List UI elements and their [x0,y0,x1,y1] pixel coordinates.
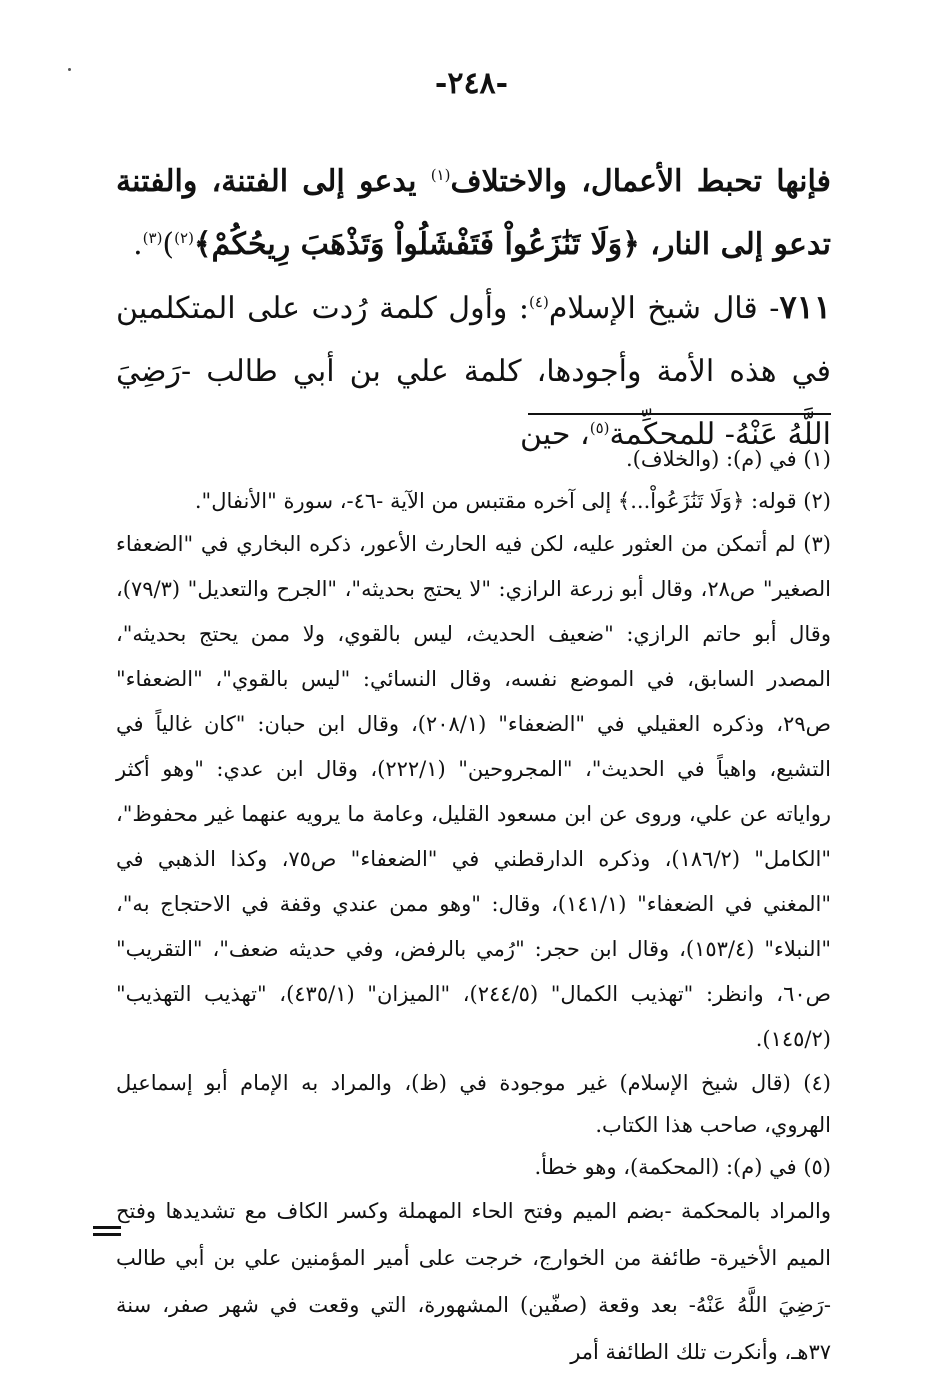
paragraph-lead: - قال شيخ الإسلام [548,291,780,326]
footnote-ref-2: (٢) [174,229,194,247]
footnote-separator [528,413,831,415]
footnote-5-continuation: والمراد بالمحكمة -بضم الميم وفتح الحاء المهملة وكسر الكاف مع تشديدها وفتح الميم الأخيرة- طائفة من الخوارج، خرجت على أمير المؤمنين علي بن أبي طالب -رَضِيَ اللَّهُ عَنْهُ- بعد وقعة (صفّين) المشهورة، التي وقعت في شهر صفر، سنة ٣٧هـ، وأنكرت تلك الطائفة أمر [116,1199,831,1364]
footnote-ref-1: (١) [430,166,451,184]
footnote-ref-4: (٤) [529,293,549,311]
main-text-line1b: يدعو إلى الفتنة، والفتنة تدعو إلى النار، [116,164,831,262]
main-text-block [116,150,831,466]
quran-verse: ﴿وَلَا تَنَٰزَعُواْ فَتَفْشَلُواْ وَتَذْهَبَ رِيحُكُمْ﴾ [193,227,640,262]
quran-close-paren: ) [162,227,175,262]
footnotes-block [116,438,831,1376]
footnote-4: (٤) (قال شيخ الإسلام) غير موجودة في (ظ)، والمراد به الإمام أبو إسماعيل الهروي، صاحب هذا الكتاب. [116,1071,831,1137]
paragraph-end: ، حين [520,417,590,452]
footnote-2: (٢) قوله: ﴿وَلَا تَنَٰزَعُواْ...﴾ إلى آخره مقتبس من الآية -٤٦-، سورة "الأنفال". [194,489,831,513]
footnote-5: (٥) في (م): (المحكمة)، وهو خطأ. [534,1155,831,1179]
paragraph-number: ٧١١ [779,288,831,326]
footnote-ref-5: (٥) [589,419,610,437]
sentence-end: . [133,227,143,262]
continuation-mark [93,1226,121,1240]
paragraph-body: : وأول كلمة رُدت على المتكلمين في هذه الأمة وأجودها، كلمة علي بن أبي طالب -رَضِيَ اللَّهُ عَنْهُ- للمحكِّمة [116,291,831,452]
main-paragraph-intro [116,150,831,276]
footnote-1: (١) في (م): (والخلاف). [626,447,831,471]
main-text-line1a: فإنها تحبط الأعمال، والاختلاف [450,164,831,199]
footnote-ref-3: (٣) [142,229,163,247]
page-number: -٢٤٨- [434,66,509,101]
footnote-3: (٣) لم أتمكن من العثور عليه، لكن فيه الحارث الأعور، ذكره البخاري في "الضعفاء الصغير" ص٢٨، وقال أبو زرعة الرازي: "لا يحتج بحديثه"، "الجرح والتعديل" (٧٩/٣)، وقال أبو حاتم الرازي: "ضعيف الحديث، ليس بالقوي، ولا ممن يحتج بحديثه"، المصدر السابق، في الموضع نفسه، وقال النسائي: "ليس بالقوي"، "الضعفاء" ص٢٩، وذكره العقيلي في "الضعفاء" (٢٠٨/١)، وقال ابن حبان: "كان غالياً في التشيع، واهياً في الحديث"، "المجروحين" (٢٢٢/١)، وقال ابن عدي: "وهو أكثر رواياته عن علي، وروى عن ابن مسعود القليل، وعامة ما يرويه عنهما غير محفوظ"، "الكامل" (١٨٦/٢)، وذكره الدارقطني في "الضعفاء" ص٧٥، وكذا الذهبي في "المغني في الضعفاء" (١٤١/١)، وقال: "وهو ممن عندي وقفة في الاحتجاج به"، "النبلاء" (١٥٣/٤)، وقال ابن حجر: "رُمي بالرفض، وفي حديثه ضعف"، "التقريب" ص٦٠، وانظر: "تهذيب الكمال" (٢٤٤/٥)، "الميزان" (٤٣٥/١)، "تهذيب التهذيب" (١٤٥/٢). [116,532,832,1051]
